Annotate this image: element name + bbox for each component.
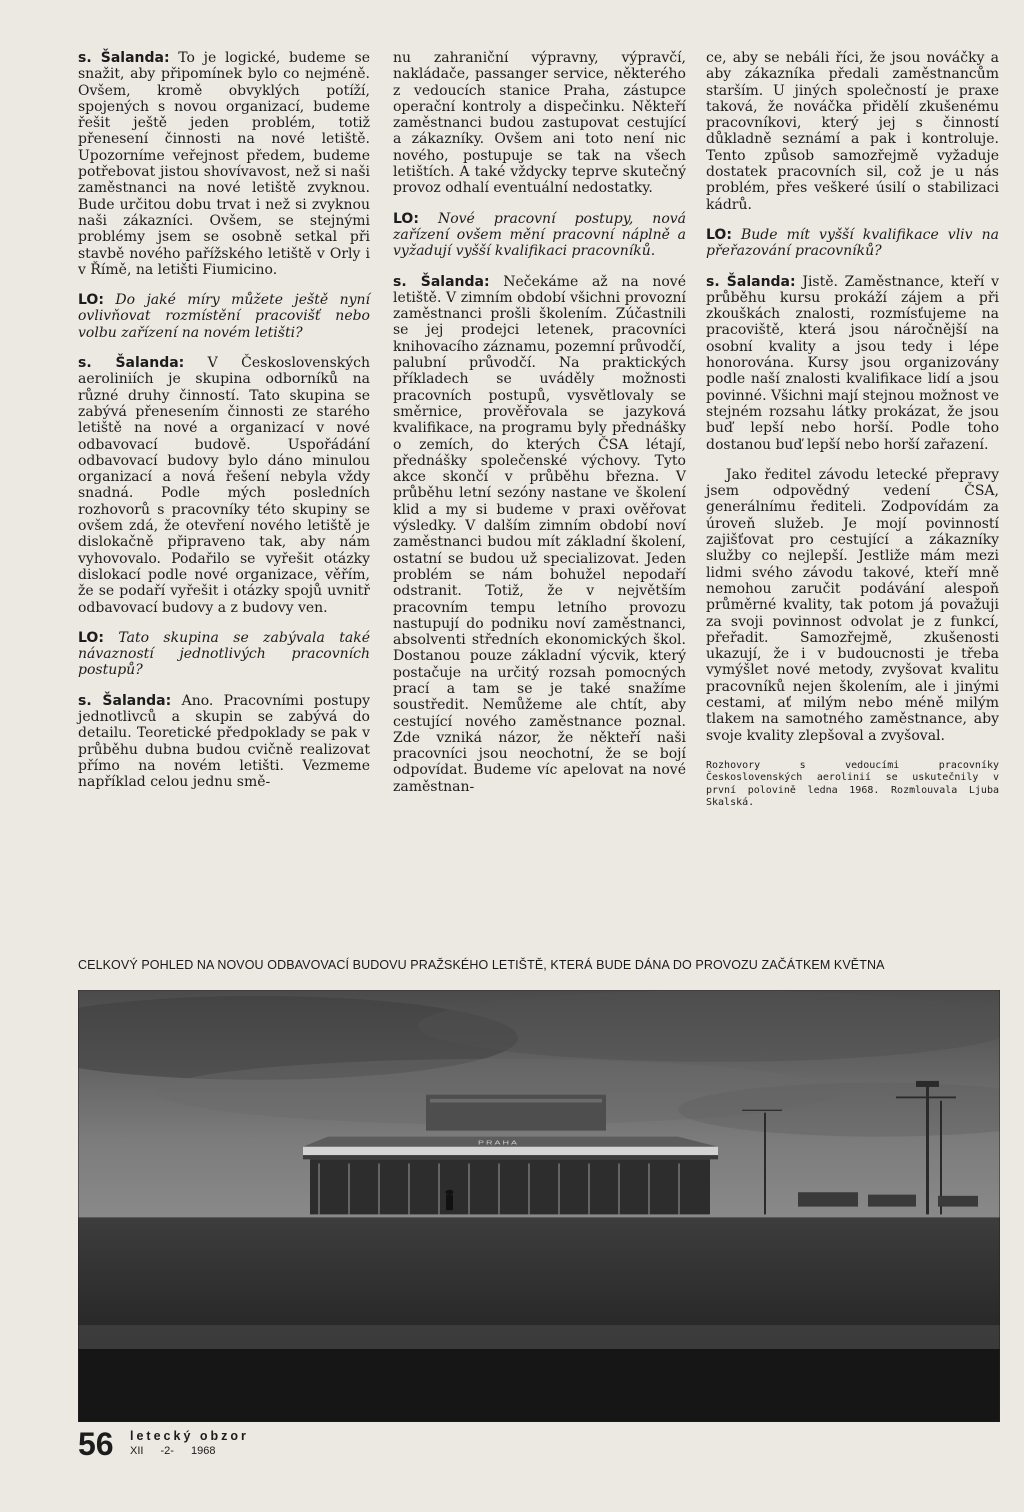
volume: XII <box>130 1445 144 1457</box>
article-column-1 <box>78 50 370 804</box>
answer-text: ce, aby se nebáli říci, že jsou nováčky a aby zákazníka předali zaměstnancům starším. U jiných společností je praxe taková, že nováčka přidělí zkušenému pracovníkovi, který jej s činností důkladně seznámí a pak i kontroluje. Tento způsob samozřejmě vyžaduje dostatek pracovních sil, což je u nás problém, přes veškeré úsilí o stabilizaci kádrů. <box>706 50 999 213</box>
answer-paragraph <box>78 50 370 278</box>
question-text: Bude mít vyšší kvalifikace vliv na přeřazování pracovníků? <box>706 226 999 260</box>
answer-text: Jistě. Zaměstnance, kteří v průběhu kursu prokáží zájem a při zkouškách znalosti, rozmísťujeme na pracoviště, která jsou náročnější na osobní kvality a jsou tedy i lépe honorována. Kursy jsou organizovány podle naší znalosti kvalifikace lidí a jsou povinné. Všichni mají stejnou možnost ve stejném rozsahu látky prokázat, že jsou buď lepší nebo horší. Podle toho dostanou buď lepší nebo horší zařazení. <box>706 273 999 453</box>
magazine-title: letecký obzor <box>130 1429 249 1443</box>
speaker-label: s. Šalanda: <box>78 692 172 709</box>
building-sign: PRAHA <box>478 1139 519 1146</box>
answer-text: Jako ředitel závodu letecké přepravy jsem odpovědný vedení ČSA, generálnímu řediteli. Zodpovídám za úroveň služeb. Je mojí povinností zajišťovat pro cestující a zákazníky služby co nejlepší. Jestliže mám mezi lidmi svého závodu takové, kteří mně nemohou zaručit podávání alespoň průměrné kvality, tak potom já považuji za svoji povinnost odvolat je z funkcí, přeřadit. Samozřejmě, zkušenosti ukazují, že i v budoucnosti je třeba vymýšlet nové metody, zvyšovat kvalitu pracovníků nejen školením, ale i jinými cestami, ať milým nebo méně milým tlakem na samotného zaměstnance, aby svoje kvality zlepšoval a zvyšoval. <box>706 466 999 744</box>
page-number: 56 <box>78 1426 114 1462</box>
answer-text: To je logické, budeme se snažit, aby připomínek bylo co nejméně. Ovšem, kromě obvyklých potíží, spojených s novou organizací, budeme řešit ještě jeden problém, totiž přenesení činnosti na nové letiště. Upozorníme veřejnost předem, budeme potřebovat jistou shovívavost, než si naši zaměstnanci na nové letiště zvyknou. Bude určitou dobu trvat i než si zvyknou naši zákazníci. Ovšem, se stejnými problémy jsem se osobně setkal při stavbě nového pařížského letiště v Orly i v Římě, na letišti Fiumicino. <box>78 50 370 278</box>
article-column-2 <box>393 50 686 809</box>
answer-paragraph <box>78 355 370 616</box>
speaker-label: s. Šalanda: <box>393 273 490 290</box>
question-text: Tato skupina se zabývala také návazností jednotlivých pracovních postupů? <box>78 629 371 679</box>
article-column-3 <box>706 50 999 824</box>
question-paragraph <box>78 630 370 679</box>
answer-text: Nečekáme až na nové letiště. V zimním období všichni provozní zaměstnanci prošli školením. Zúčastnili se jej prodejci letenek, pracovníci knihovacího záznamu, pozemní průvodčí, palubní průvodčí. Na praktických příkladech se uváděly možnosti pracovních postupů, vysvětlovaly se směrnice, prověřovala se jazyková kvalifikace, na programu byly přednášky o zemích, do kterých ČSA létají, přednášky společenské výchovy. Tyto akce skončí v průběhu března. V průběhu letní sezóny nastane ve školení klid a my si budeme v praxi ověřovat výsledky. V dalším zimním období noví zaměstnanci budou mít základní školení, ostatní se budou už specializovat. Jeden problém se nám bohužel nepodaří odstranit. Totiž, že v největším pracovním tempu letního provozu nastupují do podniku noví zaměstnanci, absolventi středních ekonomických škol. Dostanou pouze základní výcvik, který postačuje na určitý rozsah pomocných prací a tam se je také snažíme soustředit. Nemůžeme ale chtít, aby cestující nového zaměstnance poznal. Zde vzniká názor, že někteří naši pracovníci jsou neochotní, že se bojí odpovídat. Budeme víc apelovat na nové zaměstnan- <box>393 273 686 795</box>
issue-number: -2- <box>160 1445 174 1457</box>
photo-caption: CELKOVÝ POHLED NA NOVOU ODBAVOVACÍ BUDOVU PRAŽSKÉHO LETIŠTĚ, KTERÁ BUDE DÁNA DO PROVOZU ZAČÁTKEM KVĚTNA <box>78 958 885 972</box>
answer-paragraph <box>706 467 999 744</box>
answer-text: Ano. Pracovními postupy jednotlivců a skupin se zabývá do detailu. Teoretické předpoklady se pak v průběhu dubna budou cvičně realizovat přímo na novém letišti. Vezmeme například celou jednu smě- <box>78 692 370 791</box>
question-paragraph <box>78 292 370 341</box>
speaker-label: LO: <box>78 292 104 309</box>
answer-text: nu zahraniční výpravny, výpravčí, nakládače, passanger service, některého z vedoucích stanice Praha, zástupce operační kontroly a dispečinku. Někteří zaměstnanci budou zastupovat cestující a zákazníky. Ovšem ani toto není nic nového, postupuje se tak na všech letištích. A také vždycky teprve skutečný provoz odhalí eventuální nedostatky. <box>393 50 686 197</box>
answer-paragraph <box>393 274 686 796</box>
pedestrian-figure <box>446 1190 454 1210</box>
question-paragraph <box>706 227 999 260</box>
answer-paragraph <box>78 693 370 791</box>
answer-text: V Československých aeroliniích je skupina odborníků na různé druhy činností. Tato skupina se zabývá přenesením činnosti ze starého letiště na nové a organizací v nové odbavovací budově. Uspořádání odbavovací budovy bylo dáno minulou organizací a nová řešení nebyla vždy snadná. Podle mých posledních rozhovorů s pracovníky této skupiny se ovšem zdá, že otevření nového letiště je dislokačně připraveno tak, aby nám vyhovovalo. Podařilo se vyřešit otázky dislokací podle nové organizace, věřím, že se podaří vyřešit i otázky spojů uvnitř odbavovací budovy a z budovy ven. <box>78 355 370 616</box>
speaker-label: s. Šalanda: <box>78 50 170 66</box>
answer-paragraph <box>393 50 686 197</box>
speaker-label: LO: <box>706 226 732 243</box>
year: 1968 <box>191 1445 216 1457</box>
airport-terminal-photo <box>78 990 1000 1422</box>
speaker-label: s. Šalanda: <box>706 273 796 290</box>
answer-paragraph <box>706 50 999 213</box>
speaker-label: s. Šalanda: <box>78 355 185 372</box>
issue-info <box>130 1445 216 1457</box>
question-text: Do jaké míry můžete ještě nyní ovlivňovat rozmístění pracovišť nebo volbu zařízení na novém letišti? <box>78 292 370 341</box>
question-text: Nové pracovní postupy, nová zařízení ovšem mění pracovní náplně a vyžadují vyšší kvalifikaci pracovníků. <box>393 210 687 260</box>
speaker-label: LO: <box>393 210 419 227</box>
question-paragraph <box>393 211 686 260</box>
answer-paragraph <box>706 274 999 453</box>
speaker-label: LO: <box>78 629 104 646</box>
interview-credit: Rozhovory s vedoucími pracovníky Československých aerolinií se uskutečnily v první polovině ledna 1968. Rozmlouvala Ljuba Skalská. <box>706 759 999 809</box>
